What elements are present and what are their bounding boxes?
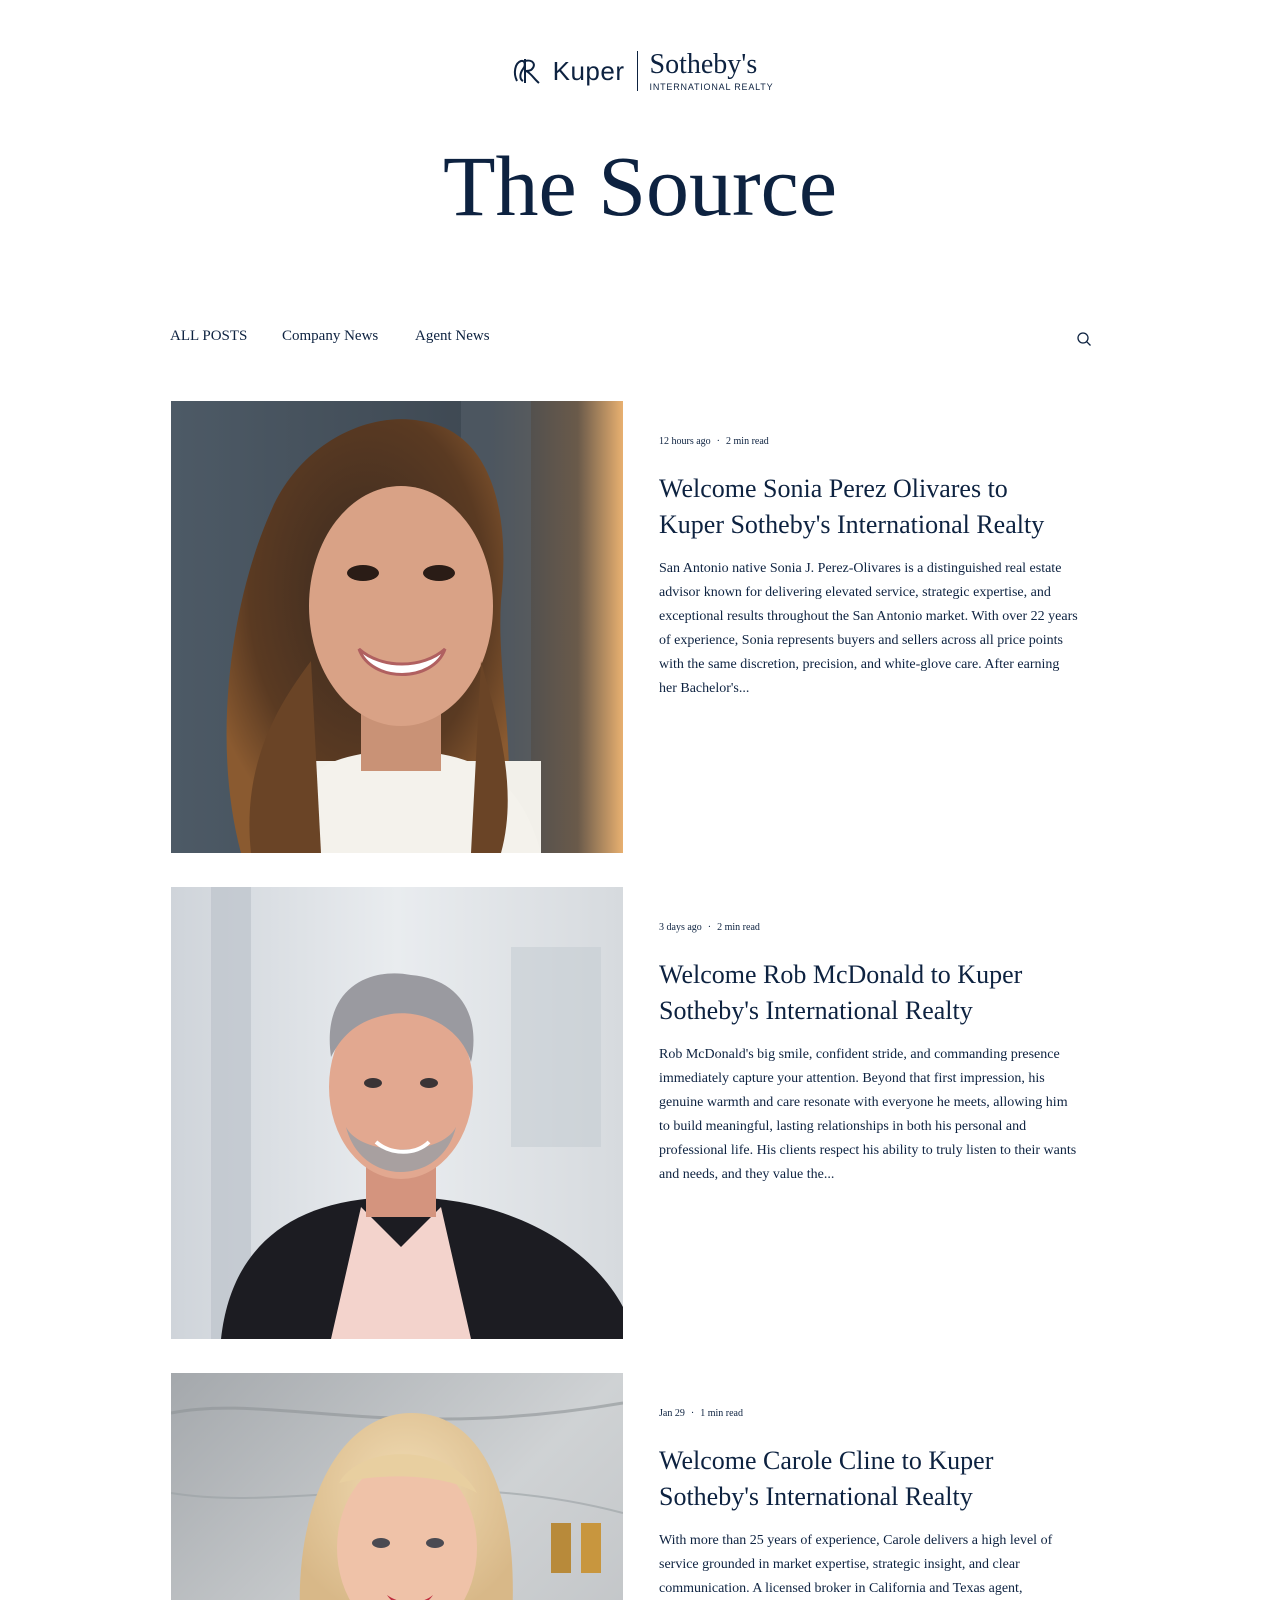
meta-separator: · xyxy=(690,1408,695,1419)
post-meta xyxy=(659,436,769,447)
post-image[interactable] xyxy=(171,401,623,853)
post-title[interactable]: Welcome Rob McDonald to Kuper Sotheby's International Realty xyxy=(659,960,1023,1025)
logo-divider xyxy=(637,51,638,91)
post-time: 12 hours ago xyxy=(659,436,711,447)
search-icon[interactable] xyxy=(1076,331,1092,347)
post-card[interactable] xyxy=(171,887,1091,1339)
logo-subtitle: INTERNATIONAL REALTY xyxy=(649,81,774,92)
agent-photo-icon xyxy=(171,887,623,1339)
logo-inner xyxy=(507,48,774,92)
post-meta xyxy=(659,1408,743,1419)
post-time: 3 days ago xyxy=(659,922,702,933)
agent-photo-icon xyxy=(171,1373,623,1600)
logo-kuper-text: Kuper xyxy=(552,55,625,86)
post-excerpt: With more than 25 years of experience, Carole delivers a high level of service grounded in market expertise, strategic insight, and clear communication. A licensed broker in California and Texas agent, xyxy=(659,1533,1053,1596)
post-excerpt: Rob McDonald's big smile, confident stride, and commanding presence immediately capture your attention. Beyond that first impression, his genuine warmth and care resonate with everyone he meets, allowing him to build meaningful, lasting relationships in both his personal and professional life. His clients respect his ability to truly listen to their wants and needs, and they value the... xyxy=(659,1047,1077,1182)
post-meta xyxy=(659,922,760,933)
post-image[interactable] xyxy=(171,1373,623,1600)
kr-monogram-icon xyxy=(507,51,547,91)
post-time: Jan 29 xyxy=(659,1408,685,1419)
post-read-time: 2 min read xyxy=(717,922,760,933)
logo-sothebys-text: Sotheby's xyxy=(649,48,758,80)
post-card[interactable] xyxy=(171,401,1091,853)
post-title[interactable]: Welcome Sonia Perez Olivares to Kuper Sotheby's International Realty xyxy=(659,474,1045,539)
post-title[interactable]: Welcome Carole Cline to Kuper Sotheby's International Realty xyxy=(659,1446,994,1511)
meta-separator: · xyxy=(716,436,721,447)
nav-company-news[interactable]: Company News xyxy=(282,328,379,344)
post-card[interactable] xyxy=(171,1373,1091,1600)
nav-agent-news[interactable]: Agent News xyxy=(415,328,490,344)
post-image[interactable] xyxy=(171,887,623,1339)
post-read-time: 2 min read xyxy=(726,436,769,447)
nav-all-posts[interactable]: ALL POSTS xyxy=(170,328,248,344)
meta-separator: · xyxy=(707,922,712,933)
site-logo[interactable] xyxy=(0,46,1280,96)
post-read-time: 1 min read xyxy=(700,1408,743,1419)
post-excerpt: San Antonio native Sonia J. Perez-Olivares is a distinguished real estate advisor known for delivering elevated service, strategic expertise, and exceptional results throughout the San Antonio market. With over 22 years of experience, Sonia represents buyers and sellers across all price points with the same discretion, precision, and white-glove care. After earning her Bachelor's... xyxy=(659,561,1078,696)
page-title: The Source xyxy=(442,138,837,234)
agent-photo-icon xyxy=(171,401,623,853)
logo-right xyxy=(649,48,774,92)
category-nav xyxy=(170,328,1092,352)
